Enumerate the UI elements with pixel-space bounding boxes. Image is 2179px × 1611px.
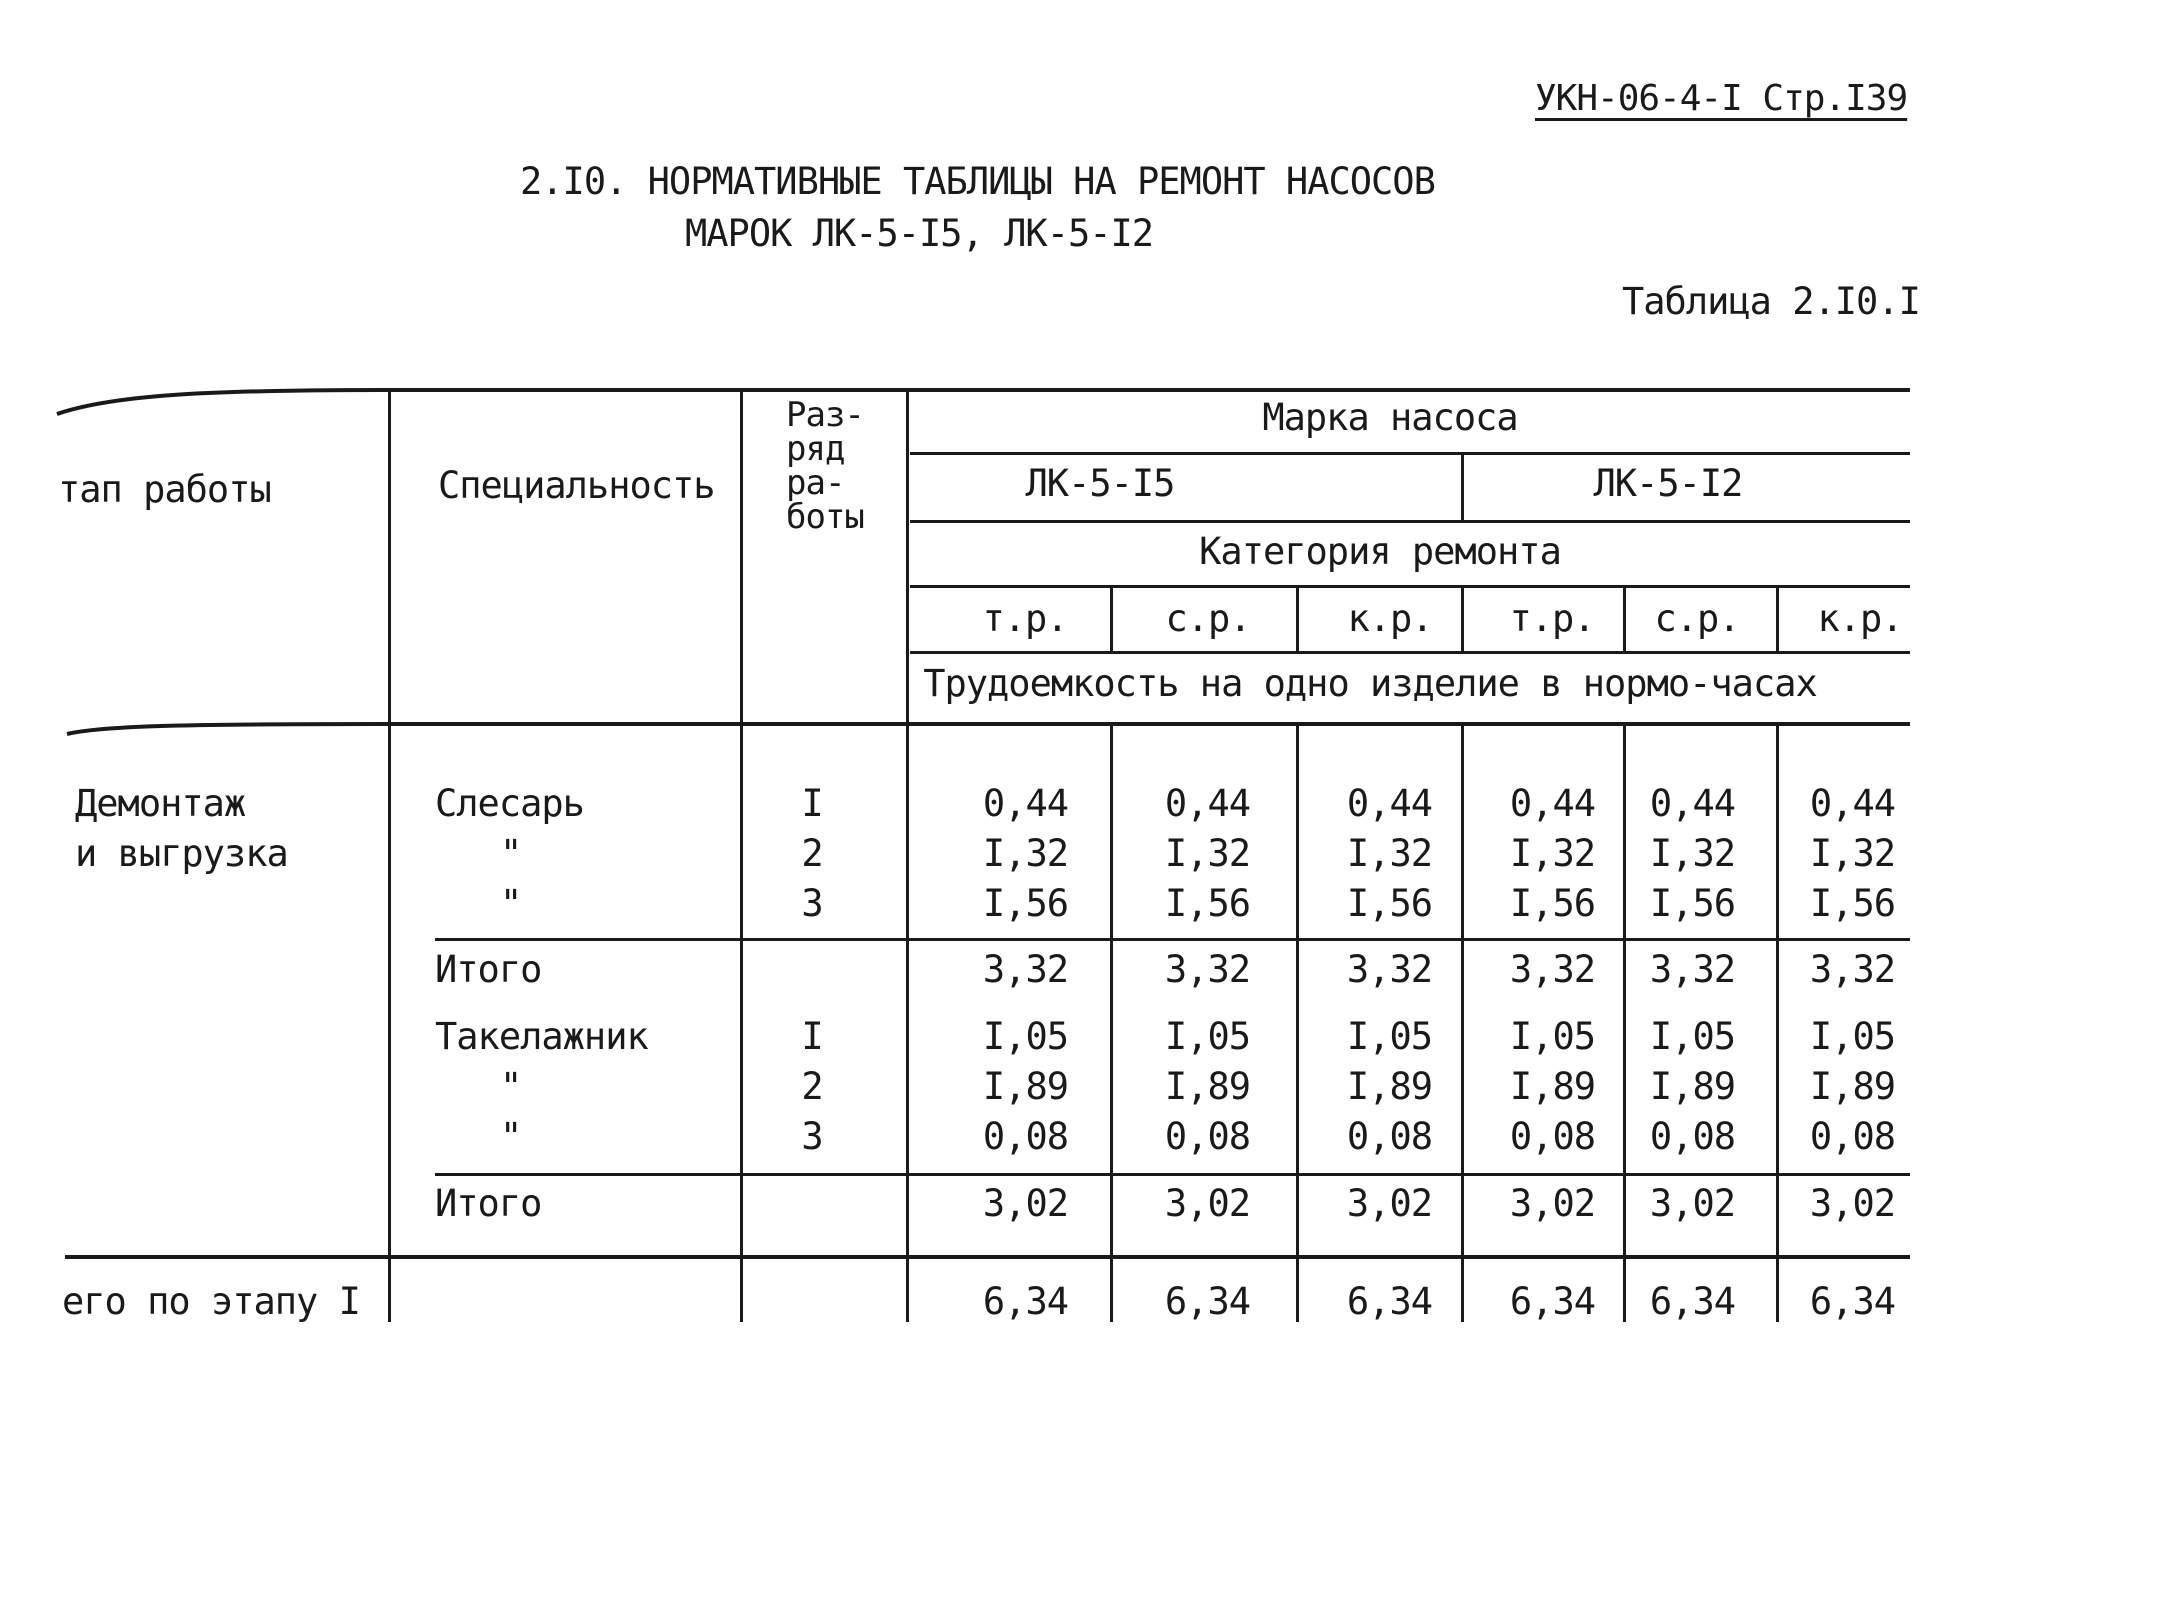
table-header-bottom-line: [390, 722, 1910, 726]
stage-name: Демонтаж: [75, 782, 246, 825]
stage-total-value: 6,34: [1809, 1280, 1895, 1323]
col-divider-grade: [906, 390, 909, 1322]
brand-header: ЛК-5-I5: [1025, 462, 1175, 505]
value-cell: I,89: [1509, 1065, 1595, 1108]
value-cell: 3,02: [982, 1182, 1068, 1225]
subtotal1-line: [435, 938, 1910, 941]
col-divider-val2: [1296, 724, 1299, 1322]
value-cell: 3,32: [1649, 948, 1735, 991]
table-label: Таблица 2.I0.I: [1622, 280, 1920, 323]
category-title-line: [910, 585, 1910, 588]
brand-header: ЛК-5-I2: [1593, 462, 1743, 505]
value-cell: I,32: [982, 832, 1068, 875]
specialty-header: Специальность: [438, 464, 715, 507]
col-divider-stage: [388, 390, 391, 1322]
specialty-cell: ": [500, 1065, 522, 1108]
value-cell: 3,02: [1346, 1182, 1432, 1225]
table-top-left-curve: [55, 388, 395, 418]
value-cell: 0,44: [1346, 782, 1432, 825]
category-codes-line: [910, 651, 1910, 654]
value-cell: I,56: [982, 882, 1068, 925]
value-cell: I,05: [1164, 1015, 1250, 1058]
repair-category-header: Категория ремонта: [1199, 530, 1561, 573]
value-cell: 0,44: [1809, 782, 1895, 825]
stage-total-value: 6,34: [1509, 1280, 1595, 1323]
specialty-cell: Слесарь: [435, 782, 584, 825]
grade-cell: 2: [801, 1065, 823, 1108]
value-cell: I,89: [982, 1065, 1068, 1108]
stage-total-value: 6,34: [982, 1280, 1068, 1323]
category-header: т.р.: [1509, 597, 1595, 640]
stage-total-label: его по этапу I: [62, 1280, 360, 1323]
value-cell: 0,08: [1346, 1115, 1432, 1158]
stage-header: тап работы: [58, 468, 271, 511]
section-subtitle: МАРОК ЛК-5-I5, ЛК-5-I2: [685, 212, 1154, 255]
specialty-cell: Итого: [435, 948, 542, 991]
specialty-cell: Такелажник: [435, 1015, 648, 1058]
stage-total-value: 6,34: [1164, 1280, 1250, 1323]
col-divider-brands: [1461, 454, 1464, 522]
value-cell: I,56: [1164, 882, 1250, 925]
col-divider-val4: [1623, 724, 1626, 1322]
pump-brand-header: Марка насоса: [1262, 396, 1518, 439]
category-header: с.р.: [1165, 597, 1251, 640]
value-cell: I,32: [1809, 832, 1895, 875]
value-cell: I,05: [1509, 1015, 1595, 1058]
value-cell: I,56: [1649, 882, 1735, 925]
category-header: к.р.: [1817, 597, 1903, 640]
value-cell: 0,44: [982, 782, 1068, 825]
value-cell: 0,08: [1809, 1115, 1895, 1158]
subtotal2-line: [435, 1173, 1910, 1176]
value-cell: I,89: [1649, 1065, 1735, 1108]
category-header: т.р.: [982, 597, 1068, 640]
value-cell: 0,44: [1649, 782, 1735, 825]
specialty-cell: ": [500, 882, 522, 925]
col-divider-val1: [1110, 724, 1113, 1322]
value-cell: 3,02: [1164, 1182, 1250, 1225]
labor-header: Трудоемкость на одно изделие в нормо-часах: [923, 662, 1817, 705]
value-cell: I,32: [1649, 832, 1735, 875]
value-cell: 3,02: [1649, 1182, 1735, 1225]
section-title: 2.I0. НОРМАТИВНЫЕ ТАБЛИЦЫ НА РЕМОНТ НАСОСОВ: [520, 160, 1435, 203]
table-header-bottom-curve: [65, 722, 395, 742]
grade-cell: I: [801, 1015, 823, 1058]
value-cell: 0,08: [1164, 1115, 1250, 1158]
value-cell: I,05: [982, 1015, 1068, 1058]
value-cell: 3,32: [1509, 948, 1595, 991]
value-cell: I,89: [1809, 1065, 1895, 1108]
grade-cell: 3: [801, 1115, 823, 1158]
value-cell: I,56: [1509, 882, 1595, 925]
value-cell: I,89: [1346, 1065, 1432, 1108]
col-divider-specialty: [740, 390, 743, 1322]
value-cell: 0,08: [982, 1115, 1068, 1158]
grade-header-line: ра-: [786, 463, 845, 503]
value-cell: 3,32: [982, 948, 1068, 991]
grade-header-line: ряд: [786, 429, 845, 469]
grade-cell: I: [801, 782, 823, 825]
value-cell: 3,32: [1809, 948, 1895, 991]
specialty-cell: Итого: [435, 1182, 542, 1225]
value-cell: I,32: [1164, 832, 1250, 875]
grade-cell: 3: [801, 882, 823, 925]
value-cell: I,32: [1346, 832, 1432, 875]
grade-header-line: Раз-: [786, 395, 864, 435]
value-cell: I,56: [1809, 882, 1895, 925]
value-cell: 3,02: [1509, 1182, 1595, 1225]
brand-header-line: [910, 452, 1910, 455]
table-top-line: [390, 388, 1910, 392]
value-cell: 0,08: [1649, 1115, 1735, 1158]
stage-total-value: 6,34: [1346, 1280, 1432, 1323]
value-cell: 0,44: [1164, 782, 1250, 825]
col-divider-cat5: [1776, 587, 1779, 653]
value-cell: I,32: [1509, 832, 1595, 875]
stage-name: и выгрузка: [75, 832, 288, 875]
value-cell: I,89: [1164, 1065, 1250, 1108]
document-code: УКН-06-4-I Стр.I39: [1535, 78, 1908, 119]
value-cell: I,05: [1809, 1015, 1895, 1058]
col-divider-val3: [1461, 724, 1464, 1322]
col-divider-cat2: [1296, 587, 1299, 653]
col-divider-cat3: [1461, 587, 1464, 653]
value-cell: I,05: [1346, 1015, 1432, 1058]
value-cell: I,05: [1649, 1015, 1735, 1058]
value-cell: I,56: [1346, 882, 1432, 925]
value-cell: 0,08: [1509, 1115, 1595, 1158]
category-header: с.р.: [1654, 597, 1740, 640]
col-divider-cat4: [1623, 587, 1626, 653]
col-divider-val5: [1776, 724, 1779, 1322]
value-cell: 3,32: [1346, 948, 1432, 991]
specialty-cell: ": [500, 832, 522, 875]
brand-names-line: [910, 520, 1910, 523]
value-cell: 3,32: [1164, 948, 1250, 991]
specialty-cell: ": [500, 1115, 522, 1158]
col-divider-cat1: [1110, 587, 1113, 653]
value-cell: 0,44: [1509, 782, 1595, 825]
stage-total-line: [65, 1255, 1910, 1259]
stage-total-value: 6,34: [1649, 1280, 1735, 1323]
grade-cell: 2: [801, 832, 823, 875]
value-cell: 3,02: [1809, 1182, 1895, 1225]
category-header: к.р.: [1347, 597, 1433, 640]
grade-header-line: боты: [786, 497, 864, 537]
